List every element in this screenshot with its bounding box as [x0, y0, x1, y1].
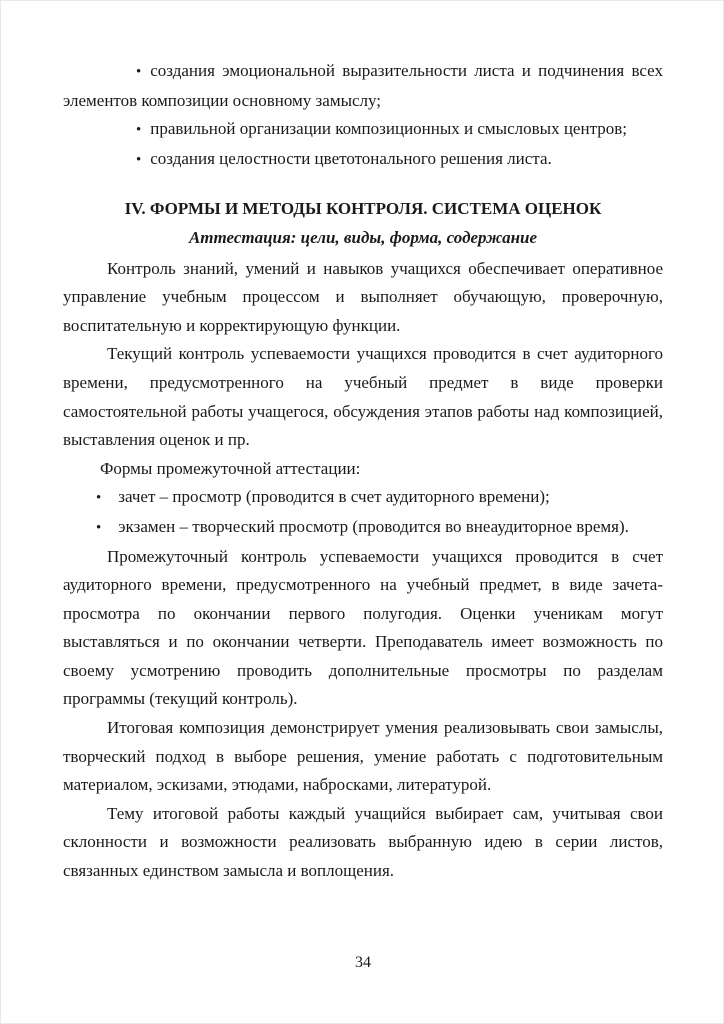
paragraph-promezhutochniy-control: Промежуточный контроль успеваемости учащихся проводится в счет аудиторного времени, предусмотренного на учебный предмет, в виде зачета-просмотра по окончании первого полугодия. Оценки ученикам могут выставляться и по окончании четверти. Преподаватель имеет возможность по своему усмотрению проводить дополнительные просмотры по разделам программы (текущий контроль).	[63, 546, 663, 709]
bullet-icon: •	[96, 519, 102, 536]
section-subtitle: Аттестация: цели, виды, форма, содержание	[188, 227, 538, 247]
paragraph-tema-itogovoy-raboty: Тему итоговой работы каждый учащийся выбирает сам, учитывая свои склонности и возможности реализовать выбранную идею в серии листов, связанных единством замысла и воплощения.	[63, 803, 663, 881]
bullet-icon: •	[136, 64, 142, 80]
attestation-forms-label: Формы промежуточной аттестации:	[100, 458, 361, 478]
page-number: 34	[355, 954, 371, 971]
section-title: IV. ФОРМЫ И МЕТОДЫ КОНТРОЛЯ. СИСТЕМА ОЦЕНОК	[124, 199, 602, 219]
list-item	[63, 483, 663, 513]
list-item	[63, 57, 663, 115]
list-item-text: создания целостности цветотонального решения листа.	[150, 148, 552, 168]
list-item	[63, 145, 663, 175]
list-item-text: зачет – просмотр (проводится в счет аудиторного времени);	[118, 487, 550, 507]
bullet-icon: •	[136, 122, 142, 139]
list-item-text: правильной организации композиционных и смысловых центров;	[150, 119, 627, 139]
bullet-icon: •	[136, 151, 142, 168]
bullet-icon: •	[96, 490, 102, 507]
list-item	[63, 115, 663, 145]
list-item-text: создания эмоциональной выразительности листа и подчинения всех элементов композиции основному замыслу;	[63, 61, 663, 110]
paragraph-control-znaniy: Контроль знаний, умений и навыков учащихся обеспечивает оперативное управление учебным процессом и выполняет обучающую, проверочную, воспитательную и корректирующую функции.	[63, 258, 663, 335]
paragraph-itogovaya-kompozitsiya: Итоговая композиция демонстрирует умения реализовывать свои замыслы, творческий подход в выборе решения, умение работать с подготовительным материалом, эскизами, этюдами, набросками, литературой.	[63, 718, 663, 795]
page-content	[63, 57, 663, 886]
list-item	[63, 513, 663, 543]
list-item-text: экзамен – творческий просмотр (проводится во внеаудиторное время).	[118, 516, 629, 536]
paragraph-tekushchiy-control: Текущий контроль успеваемости учащихся проводится в счет аудиторного времени, предусмотренного на учебный предмет в виде проверки самостоятельной работы учащегося, обсуждения этапов работы над композицией, выставления оценок и пр.	[63, 344, 663, 450]
